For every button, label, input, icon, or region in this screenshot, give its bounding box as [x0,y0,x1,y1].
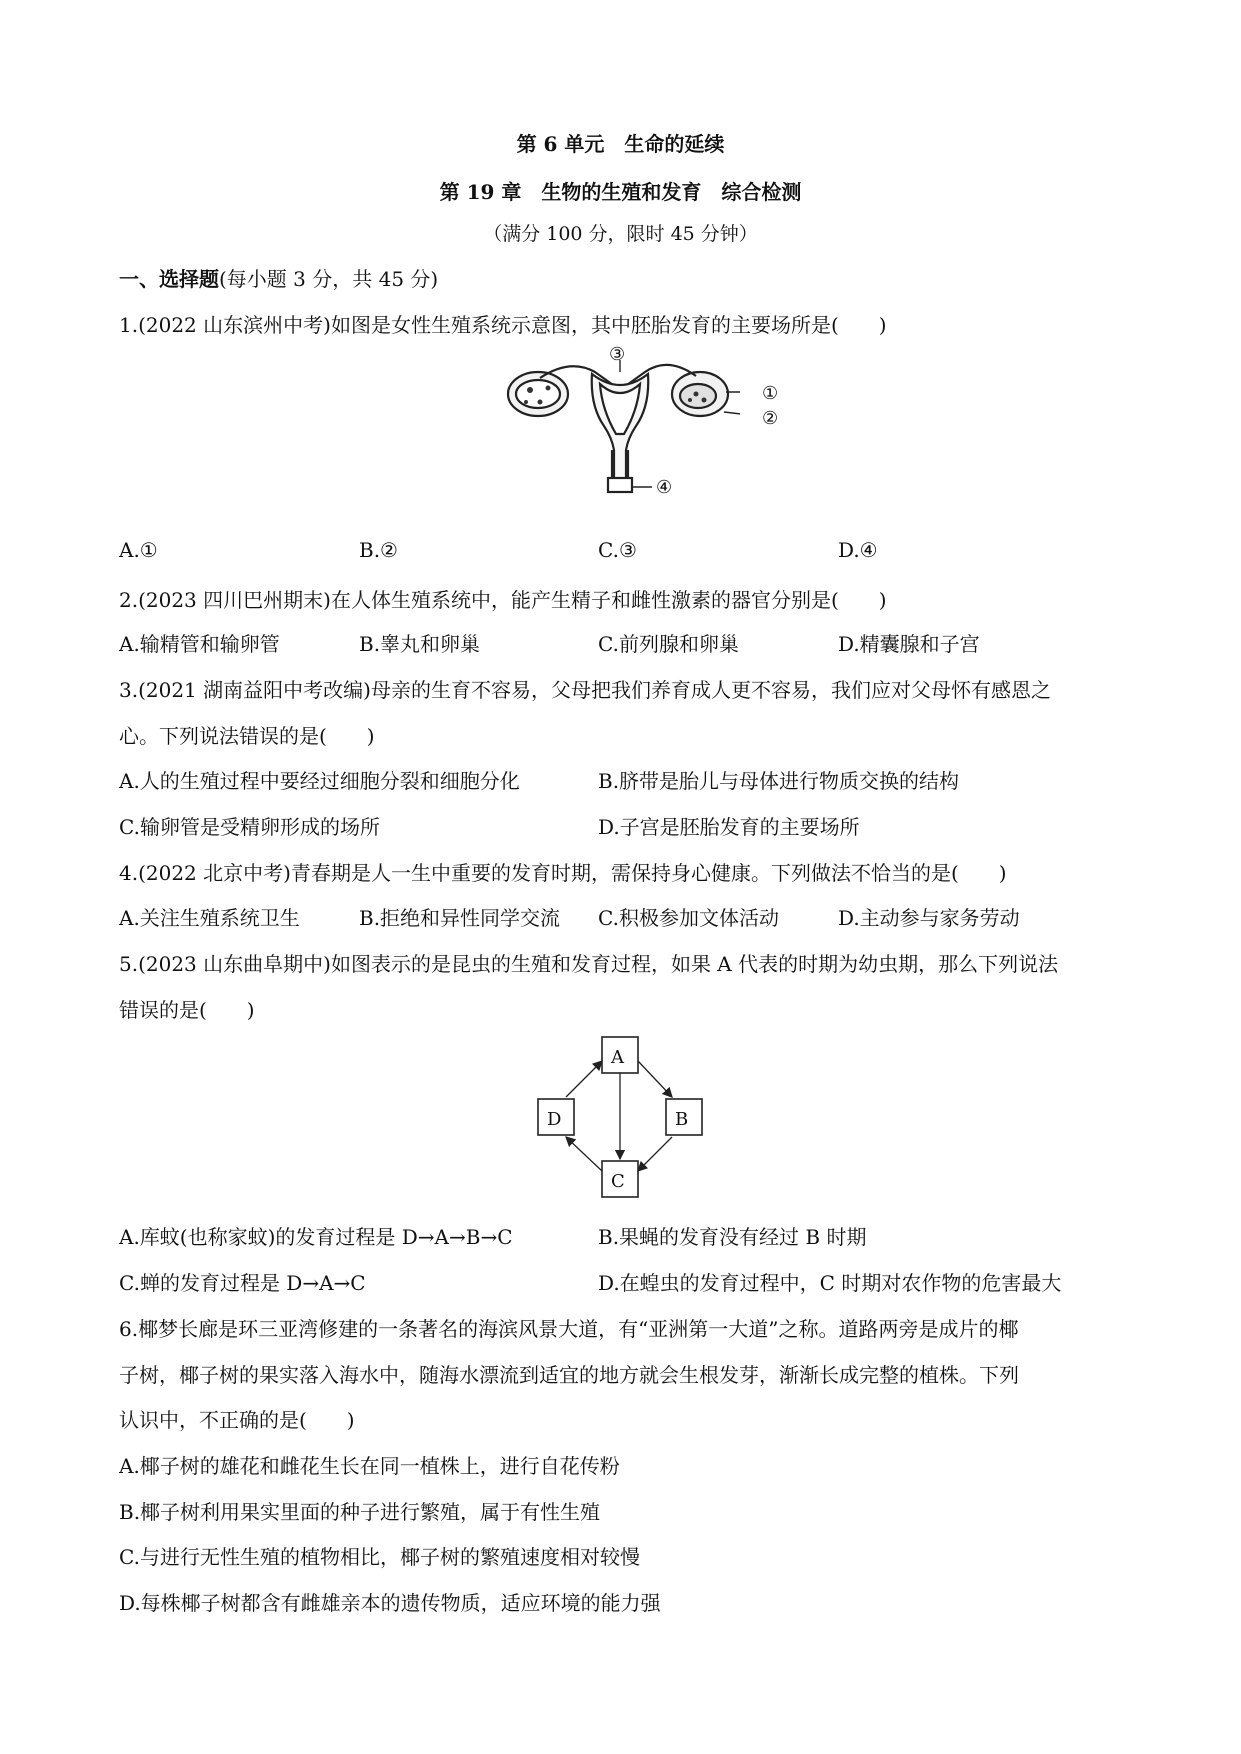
question-1-option-a[interactable]: A.① [119,538,158,562]
question-2-stem: 2.(2023 四川巴州期末)在人体生殖系统中，能产生精子和雌性激素的器官分别是( ) [119,588,887,612]
question-4-option-a[interactable]: A.关注生殖系统卫生 [119,906,300,930]
stage-a-label: A [611,1047,624,1068]
question-1-option-d[interactable]: D.④ [838,538,878,562]
question-3-option-b[interactable]: B.脐带是胎儿与母体进行物质交换的结构 [598,769,960,793]
section-title: 一、选择题 [119,267,219,291]
question-1-option-c[interactable]: C.③ [598,538,637,562]
question-4-option-c[interactable]: C.积极参加文体活动 [598,906,779,930]
question-6-option-c[interactable]: C.与进行无性生殖的植物相比，椰子树的繁殖速度相对较慢 [119,1545,640,1569]
stage-b-label: B [675,1109,689,1130]
question-6-option-a[interactable]: A.椰子树的雄花和雌花生长在同一植株上，进行自花传粉 [119,1454,620,1478]
question-5-option-b[interactable]: B.果蝇的发育没有经过 B 时期 [598,1225,867,1249]
question-6-stem-line-3: 认识中，不正确的是( ) [119,1408,355,1432]
question-3-stem-line-2: 心。下列说法错误的是( ) [119,724,375,748]
question-6-option-b[interactable]: B.椰子树利用果实里面的种子进行繁殖，属于有性生殖 [119,1500,601,1524]
question-3-option-a[interactable]: A.人的生殖过程中要经过细胞分裂和细胞分化 [119,769,520,793]
question-3-stem-line-1: 3.(2021 湖南益阳中考改编)母亲的生育不容易，父母把我们养育成人更不容易，我们应对父母怀有感恩之 [119,678,1051,702]
figure-1-label-4: ④ [656,477,673,498]
question-5-option-d[interactable]: D.在蝗虫的发育过程中，C 时期对农作物的危害最大 [598,1271,1062,1295]
question-4-option-b[interactable]: B.拒绝和异性同学交流 [359,906,561,930]
stage-c-label: C [611,1171,625,1192]
question-3-option-d[interactable]: D.子宫是胚胎发育的主要场所 [598,815,860,839]
section-heading [119,263,438,292]
unit-title: 第 6 单元 生命的延续 [516,132,725,156]
figure-1-label-2: ② [762,408,779,429]
stage-d-label: D [547,1109,562,1130]
question-5-option-a[interactable]: A.库蚊(也称家蚊)的发育过程是 D→A→B→C [119,1225,513,1249]
question-6-option-d[interactable]: D.每株椰子树都含有雌雄亲本的遗传物质，适应环境的能力强 [119,1591,661,1615]
question-1-stem: 1.(2022 山东滨州中考)如图是女性生殖系统示意图，其中胚胎发育的主要场所是( ) [119,313,887,337]
figure-1-label-3: ③ [609,344,626,365]
question-2-option-d[interactable]: D.精囊腺和子宫 [838,632,980,656]
question-5-option-c[interactable]: C.蝉的发育过程是 D→A→C [119,1271,366,1295]
question-2-option-b[interactable]: B.睾丸和卵巢 [359,632,481,656]
question-4-stem: 4.(2022 北京中考)青春期是人一生中重要的发育时期，需保持身心健康。下列做法不恰当的是( ) [119,861,1007,885]
section-scoring: (每小题 3 分，共 45 分) [219,267,439,291]
question-6-stem-line-1: 6.椰梦长廊是环三亚湾修建的一条著名的海滨风景大道，有“亚洲第一大道”之称。道路两旁是成片的椰 [119,1317,1019,1341]
question-5-stem-line-1: 5.(2023 山东曲阜期中)如图表示的是昆虫的生殖和发育过程，如果 A 代表的时期为幼虫期，那么下列说法 [119,952,1059,976]
question-5-stem-line-2: 错误的是( ) [119,998,255,1022]
question-2-option-a[interactable]: A.输精管和输卵管 [119,632,280,656]
figure-1-label-1: ① [762,383,779,404]
question-6-stem-line-2: 子树，椰子树的果实落入海水中，随海水漂流到适宜的地方就会生根发芽，渐渐长成完整的植株。下列 [119,1363,1019,1387]
chapter-title: 第 19 章 生物的生殖和发育 综合检测 [439,180,802,204]
exam-meta: （满分 100 分，限时 45 分钟） [483,223,758,245]
question-2-option-c[interactable]: C.前列腺和卵巢 [598,632,739,656]
question-3-option-c[interactable]: C.输卵管是受精卵形成的场所 [119,815,380,839]
question-4-option-d[interactable]: D.主动参与家务劳动 [838,906,1020,930]
question-1-option-b[interactable]: B.② [359,538,398,562]
female-reproductive-system-figure [500,350,740,500]
